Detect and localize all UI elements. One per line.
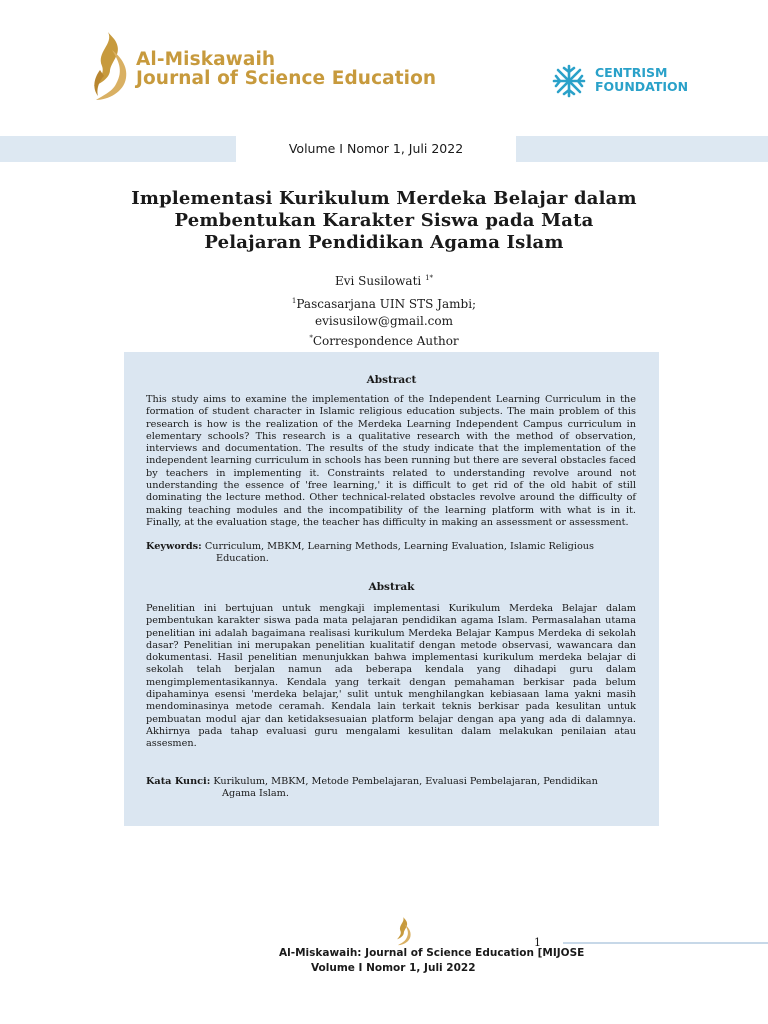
abstract-text: This study aims to examine the implementation of the Independent Learning Curriculum in the formation of student character in Islamic religious education subjects. The main problem of this research is how is the realization of the Merdeka Learning Independent Campus curriculum in elementary schools? This research is a qualitative research with the method of observation, interviews and documentation. The results of the study indicate that the implementation of the independent learning curriculum in schools has been running but there are several obstacles faced by teachers in implementing it. Constraints related to understanding revolve around not understanding the essence of 'free learning,' it is difficult to get rid of the old habit of still dominating the lecture method. Other technical-related obstacles revolve around the difficulty of making teaching modules and the incompatibility of the learning platform with what is in it. Finally, at the evaluation stage, the teacher has difficulty in making an assessment or assessment. <box>146 394 636 528</box>
kata-kunci-label: Kata Kunci: <box>146 776 211 787</box>
title-line-3: Pelajaran Pendidikan Agama Islam <box>204 232 564 253</box>
correspondence-superscript: * <box>309 334 313 342</box>
author-name: Evi Susilowati <box>334 274 422 288</box>
abstract-keywords <box>146 541 636 566</box>
footer-volume: Volume I Nomor 1, Juli 2022 <box>311 962 476 974</box>
footer-rule <box>563 942 768 944</box>
centrism-snowflake-logo-icon <box>552 64 586 98</box>
correspondence-line <box>0 330 768 350</box>
foundation-name <box>595 66 688 94</box>
keywords-value-line1: Curriculum, MBKM, Learning Methods, Learning Evaluation, Islamic Religious <box>204 541 595 552</box>
kata-kunci-value-line1: Kurikulum, MBKM, Metode Pembelajaran, Evaluasi Pembelajaran, Pendidikan <box>213 776 598 787</box>
keywords-value-line2: Education. <box>216 553 269 565</box>
volume-label: Volume I Nomor 1, Juli 2022 <box>236 136 516 166</box>
abstrak-heading: Abstrak <box>368 581 415 593</box>
title-line-1: Implementasi Kurikulum Merdeka Belajar dalam <box>131 188 637 209</box>
title-line-2: Pembentukan Karakter Siswa pada Mata <box>174 210 594 231</box>
kata-kunci-line1 <box>146 776 636 788</box>
page-number: 1 <box>534 936 541 949</box>
affiliation-superscript: 1 <box>291 297 297 305</box>
abstract-box <box>124 352 659 826</box>
keywords-line1 <box>146 541 636 553</box>
keywords-label: Keywords: <box>146 541 202 552</box>
affiliation: Pascasarjana UIN STS Jambi; <box>296 297 477 311</box>
footer-journal: Al-Miskawaih: Journal of Science Education [MIJOSE <box>279 947 585 959</box>
foundation-line1: CENTRISM <box>595 65 668 80</box>
foundation-line2: FOUNDATION <box>595 79 689 94</box>
abstrak-keywords <box>146 776 636 801</box>
article-title <box>90 188 678 254</box>
footer-flame-logo-icon <box>394 916 412 946</box>
abstrak-text: Penelitian ini bertujuan untuk mengkaji implementasi Kurikulum Merdeka Belajar dalam pembentukan karakter siswa pada mata pelajaran pendidikan agama Islam. Permasalahan utama penelitian ini adalah bagaimana realisasi kurikulum Merdeka Belajar Kampus Merdeka di sekolah dasar? Penelitian ini merupakan penelitian kualitatif dengan metode observasi, wawancara dan dokumentasi. Hasil penelitian menunjukkan bahwa implementasi kurikulum merdeka belajar di sekolah telah berjalan namun ada beberapa kendala yang dihadapi guru dalam mengimplementasikannya. Kendala yang terkait dengan pemahaman berkisar pada belum dipahaminya esensi 'merdeka belajar,' sulit untuk menghilangkan kebiasaan lama yakni masih mendominasinya metode ceramah. Kendala lain terkait teknis berkisar pada kesulitan untuk pembuatan modul ajar dan ketidaksesuaian platform belajar dengan apa yang ada di dalamnya. Akhirnya pada tahap evaluasi guru mengalami kesulitan dalam melakukan penilaian atau assesmen. <box>146 603 636 750</box>
abstract-heading: Abstract <box>366 374 417 386</box>
author-block <box>0 270 768 350</box>
affiliation-line <box>0 293 768 313</box>
correspondence-note: Correspondence Author <box>312 334 459 348</box>
author-email: evisusilow@gmail.com <box>315 314 453 328</box>
journal-name-line2: Journal of Science Education <box>136 68 437 89</box>
journal-name <box>136 50 436 88</box>
author-name-line <box>0 270 768 290</box>
journal-flame-logo-icon <box>88 30 128 102</box>
kata-kunci-value-line2: Agama Islam. <box>222 788 289 800</box>
author-superscript: 1* <box>425 274 434 282</box>
journal-name-line1: Al-Miskawaih <box>136 49 276 70</box>
